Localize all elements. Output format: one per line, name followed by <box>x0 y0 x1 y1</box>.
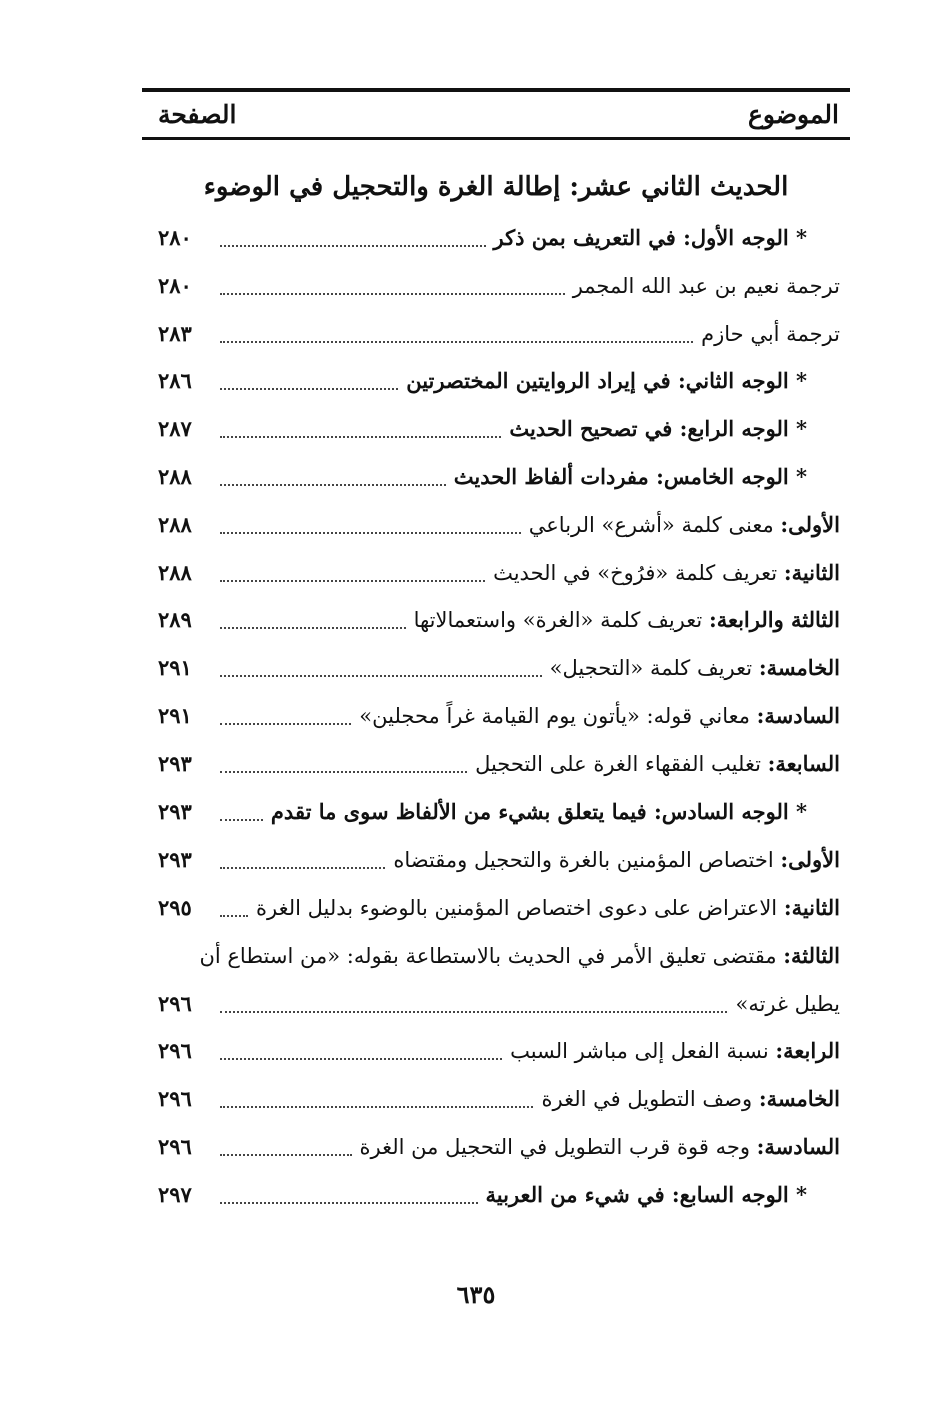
toc-entry-label: الأولى: <box>780 512 840 537</box>
dot-leader <box>220 866 385 869</box>
toc-entry <box>220 840 840 880</box>
toc-page-number: ٢٨٣ <box>158 321 192 346</box>
toc-row <box>0 696 952 736</box>
header-top-rule <box>142 88 850 92</box>
toc-entry-text: تعريف كلمة «الغرة» واستعمالاتها <box>413 608 703 632</box>
toc-entry <box>220 505 840 545</box>
toc-page-number: ٢٩٦ <box>158 1038 192 1063</box>
dot-leader <box>220 483 446 486</box>
toc-entry <box>220 696 840 736</box>
toc-page-number: ٢٩٣ <box>158 799 192 824</box>
dot-leader <box>220 914 248 917</box>
toc-page-number: ٢٩٦ <box>158 1134 192 1159</box>
toc-page-number: ٢٩١ <box>158 655 192 680</box>
toc-entry <box>220 1175 807 1215</box>
toc-row <box>0 840 952 880</box>
toc-page-number: ٢٨٨ <box>158 512 192 537</box>
dot-leader <box>220 579 485 582</box>
toc-entry-text: مفردات ألفاظ الحديث <box>453 464 649 489</box>
dot-leader <box>220 1010 727 1013</box>
toc-row <box>0 984 952 1024</box>
toc-row <box>0 1079 952 1119</box>
toc-entry <box>220 648 840 688</box>
toc-entry-text: في التعريف بمن ذكر <box>493 225 676 250</box>
toc-page-number: ٢٩٣ <box>158 847 192 872</box>
toc-entry-label: الرابعة: <box>775 1038 840 1063</box>
dot-leader <box>220 531 521 534</box>
toc-entry-text: ترجمة نعيم بن عبد الله المجمر <box>572 274 840 298</box>
toc-row <box>0 314 952 354</box>
toc-entry <box>220 409 807 449</box>
toc-entry <box>220 888 840 928</box>
toc-row <box>0 1127 952 1167</box>
toc-entry <box>220 744 840 784</box>
dot-leader <box>220 244 486 247</box>
toc-entry-text: في شيء من العربية <box>485 1182 665 1207</box>
toc-entry-label: الخامسة: <box>758 1086 840 1111</box>
toc-entry-label: السادسة: <box>756 1134 840 1159</box>
toc-entry-text: تعريف كلمة «التحجيل» <box>549 656 753 680</box>
toc-entry-label: السادسة: <box>756 703 840 728</box>
dot-leader <box>220 722 351 725</box>
toc-entry-label: الأولى: <box>780 847 840 872</box>
toc-page-number: ٢٩٦ <box>158 1086 192 1111</box>
toc-entry-label: * الوجه الرابع: <box>679 416 807 441</box>
toc-page-number: ٢٩٣ <box>158 751 192 776</box>
dot-leader <box>220 1105 533 1108</box>
dot-leader <box>220 770 467 773</box>
toc-entry <box>220 266 840 306</box>
toc-entry-text: تعريف كلمة «فرُوخ» في الحديث <box>493 561 778 585</box>
toc-entry-text: تغليب الفقهاء الغرة على التحجيل <box>475 752 761 776</box>
toc-page-number: ٢٩١ <box>158 703 192 728</box>
toc-entry <box>220 361 807 401</box>
toc-entry-label: الثانية: <box>783 560 840 585</box>
dot-leader <box>220 818 263 821</box>
toc-row <box>0 888 952 928</box>
toc-entry-text: اختصاص المؤمنين بالغرة والتحجيل ومقتضاه <box>393 848 774 872</box>
toc-entry <box>220 218 807 258</box>
toc-entry-text: ترجمة أبي حازم <box>701 322 840 346</box>
toc-entry-text: الاعتراض على دعوى اختصاص المؤمنين بالوضوء بدليل الغرة <box>255 896 778 920</box>
page-number-footer: ٦٣٥ <box>456 1280 496 1309</box>
toc-row <box>0 553 952 593</box>
toc-entry-label: الخامسة: <box>758 655 840 680</box>
dot-leader <box>220 387 398 390</box>
toc-row <box>0 1031 952 1071</box>
toc-page-number: ٢٨٠ <box>158 273 192 298</box>
toc-entry-text: نسبة الفعل إلى مباشر السبب <box>510 1039 769 1063</box>
toc-row <box>0 505 952 545</box>
toc-entry <box>220 984 840 1024</box>
dot-leader <box>220 1057 502 1060</box>
toc-page-number: ٢٩٧ <box>158 1182 192 1207</box>
toc-row <box>0 600 952 640</box>
toc-entry-label: * الوجه السابع: <box>671 1182 807 1207</box>
toc-page-number: ٢٨٧ <box>158 416 192 441</box>
toc-row <box>0 457 952 497</box>
toc-entry <box>220 600 840 640</box>
toc-page-number: ٢٨٨ <box>158 560 192 585</box>
toc-entry-text: فيما يتعلق بشيء من الألفاظ سوى ما تقدم <box>270 799 647 824</box>
dot-leader <box>220 292 565 295</box>
header-page-label: الصفحة <box>158 100 237 129</box>
toc-entry-text: وصف التطويل في الغرة <box>541 1087 753 1111</box>
toc-entry <box>220 1031 840 1071</box>
toc-entry <box>142 936 840 976</box>
dot-leader <box>220 340 693 343</box>
toc-row <box>0 792 952 832</box>
toc-entry-text: في تصحيح الحديث <box>509 416 673 441</box>
toc-page-number: ٢٩٦ <box>158 991 192 1016</box>
toc-entry-text: مقتضى تعليق الأمر في الحديث بالاستطاعة بقوله: «من استطاع أن <box>199 944 777 968</box>
toc-row <box>0 936 952 976</box>
toc-entry-label: الثالثة والرابعة: <box>708 607 840 632</box>
toc-entry-text: وجه قوة قرب التطويل في التحجيل من الغرة <box>359 1135 750 1159</box>
toc-entry-label: * الوجه السادس: <box>653 799 807 824</box>
toc-entry-text: معنى كلمة «أشرع» الرباعي <box>528 513 774 537</box>
header-bottom-rule <box>142 137 850 140</box>
toc-page-number: ٢٨٦ <box>158 368 192 393</box>
toc-entry-label: الثانية: <box>783 895 840 920</box>
toc-page-number: ٢٨٩ <box>158 607 192 632</box>
toc-row <box>0 744 952 784</box>
dot-leader <box>220 626 406 629</box>
toc-entry-label: * الوجه الأول: <box>683 225 807 250</box>
section-title: الحديث الثاني عشر: إطالة الغرة والتحجيل في الوضوء <box>203 172 789 202</box>
toc-row <box>0 1175 952 1215</box>
toc-page-number: ٢٨٨ <box>158 464 192 489</box>
toc-entry <box>220 1079 840 1119</box>
toc-page-number: ٢٨٠ <box>158 225 192 250</box>
toc-entry <box>220 1127 840 1167</box>
toc-entry-text: معاني قوله: «يأتون يوم القيامة غراً محجلين» <box>359 704 750 728</box>
toc-entry <box>220 457 807 497</box>
toc-entry <box>220 553 840 593</box>
toc-entry <box>220 792 807 832</box>
header-topic-label: الموضوع <box>748 100 839 129</box>
toc-entry-label: الثالثة: <box>783 943 840 968</box>
toc-entry <box>220 314 840 354</box>
dot-leader <box>220 674 542 677</box>
toc-entry-label: * الوجه الخامس: <box>656 464 807 489</box>
dot-leader <box>220 1201 478 1204</box>
toc-entry-text: في إيراد الروايتين المختصرتين <box>406 368 671 393</box>
toc-page-number: ٢٩٥ <box>158 895 192 920</box>
toc-entry-text: يطيل غرته» <box>735 992 840 1016</box>
dot-leader <box>220 1153 352 1156</box>
toc-row <box>0 409 952 449</box>
toc-row <box>0 266 952 306</box>
toc-row <box>0 648 952 688</box>
dot-leader <box>220 435 501 438</box>
toc-row <box>0 218 952 258</box>
toc-entry-label: السابعة: <box>767 751 840 776</box>
toc-entry-label: * الوجه الثاني: <box>678 368 807 393</box>
toc-row <box>0 361 952 401</box>
